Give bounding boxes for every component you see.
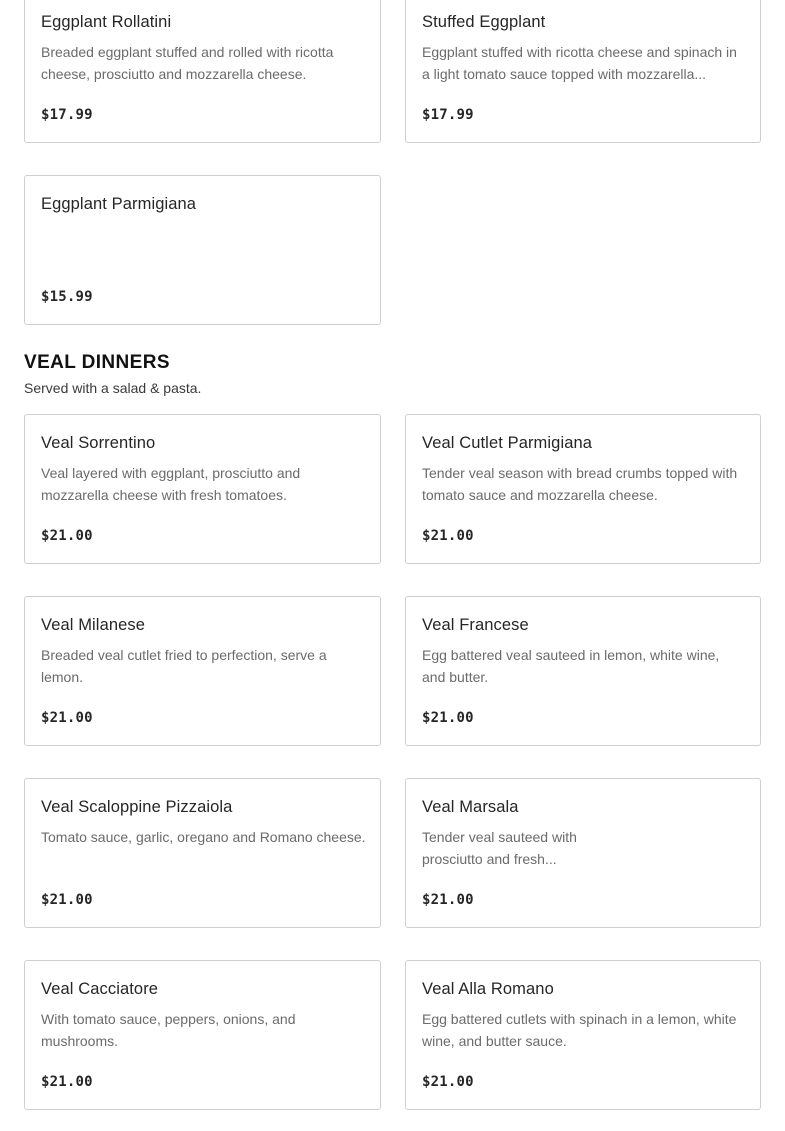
menu-item-price: $21.00 (41, 1074, 93, 1090)
menu-item-card[interactable] (405, 596, 761, 746)
menu-item-card[interactable] (405, 778, 761, 928)
menu-item-name: Veal Sorrentino (41, 434, 156, 452)
menu-item-name: Eggplant Rollatini (41, 13, 172, 31)
menu-item-card[interactable] (405, 0, 761, 143)
menu-item-name: Veal Marsala (422, 798, 519, 816)
menu-item-description: With tomato sauce, peppers, onions, and mushrooms. (41, 1011, 296, 1049)
menu-item-description: Tomato sauce, garlic, oregano and Romano cheese. (41, 829, 366, 845)
menu-page (24, 0, 761, 1110)
menu-item-description: Tender veal season with bread crumbs topped with tomato sauce and mozzarella cheese. (422, 465, 738, 503)
menu-item-description: Tender veal sauteed with prosciutto and fresh... (422, 829, 577, 867)
menu-item-name: Veal Francese (422, 616, 529, 634)
menu-item-name: Veal Cutlet Parmigiana (422, 434, 593, 452)
menu-item-price: $21.00 (41, 528, 93, 544)
menu-item-card[interactable] (24, 596, 381, 746)
menu-item-price: $21.00 (41, 710, 93, 726)
menu-item-price: $21.00 (422, 892, 474, 908)
menu-item-description: Breaded eggplant stuffed and rolled with ricotta cheese, prosciutto and mozzarella cheese. (41, 44, 334, 82)
menu-item-name: Eggplant Parmigiana (41, 195, 197, 213)
veal-items-grid (24, 414, 761, 1110)
section-subtitle: Served with a salad & pasta. (24, 380, 202, 396)
section-title: VEAL DINNERS (24, 352, 170, 373)
menu-item-price: $21.00 (422, 710, 474, 726)
menu-item-price: $17.99 (41, 107, 93, 123)
menu-item-description: Breaded veal cutlet fried to perfection, serve a lemon. (41, 647, 327, 685)
menu-item-description: Egg battered cutlets with spinach in a lemon, white wine, and butter sauce. (422, 1011, 737, 1049)
menu-item-card[interactable] (24, 175, 381, 325)
menu-item-card[interactable] (24, 778, 381, 928)
menu-item-card[interactable] (405, 960, 761, 1110)
menu-item-price: $17.99 (422, 107, 474, 123)
menu-item-price: $21.00 (422, 528, 474, 544)
menu-item-name: Veal Scaloppine Pizzaiola (41, 798, 233, 816)
menu-item-card[interactable] (24, 414, 381, 564)
eggplant-items-grid (24, 0, 761, 325)
menu-item-card[interactable] (405, 414, 761, 564)
menu-item-card[interactable] (24, 960, 381, 1110)
menu-item-name: Stuffed Eggplant (422, 13, 546, 31)
menu-item-description: Eggplant stuffed with ricotta cheese and spinach in a light tomato sauce topped with mozzarella... (422, 44, 737, 82)
menu-item-name: Veal Milanese (41, 616, 146, 634)
menu-item-name: Veal Cacciatore (41, 980, 159, 998)
veal-section-header (24, 351, 761, 398)
menu-item-name: Veal Alla Romano (422, 980, 554, 998)
menu-item-description: Veal layered with eggplant, prosciutto and mozzarella cheese with fresh tomatoes. (41, 465, 301, 503)
menu-item-card[interactable] (24, 0, 381, 143)
menu-item-price: $15.99 (41, 289, 93, 305)
menu-item-price: $21.00 (422, 1074, 474, 1090)
menu-item-price: $21.00 (41, 892, 93, 908)
menu-item-description: Egg battered veal sauteed in lemon, white wine, and butter. (422, 647, 720, 685)
